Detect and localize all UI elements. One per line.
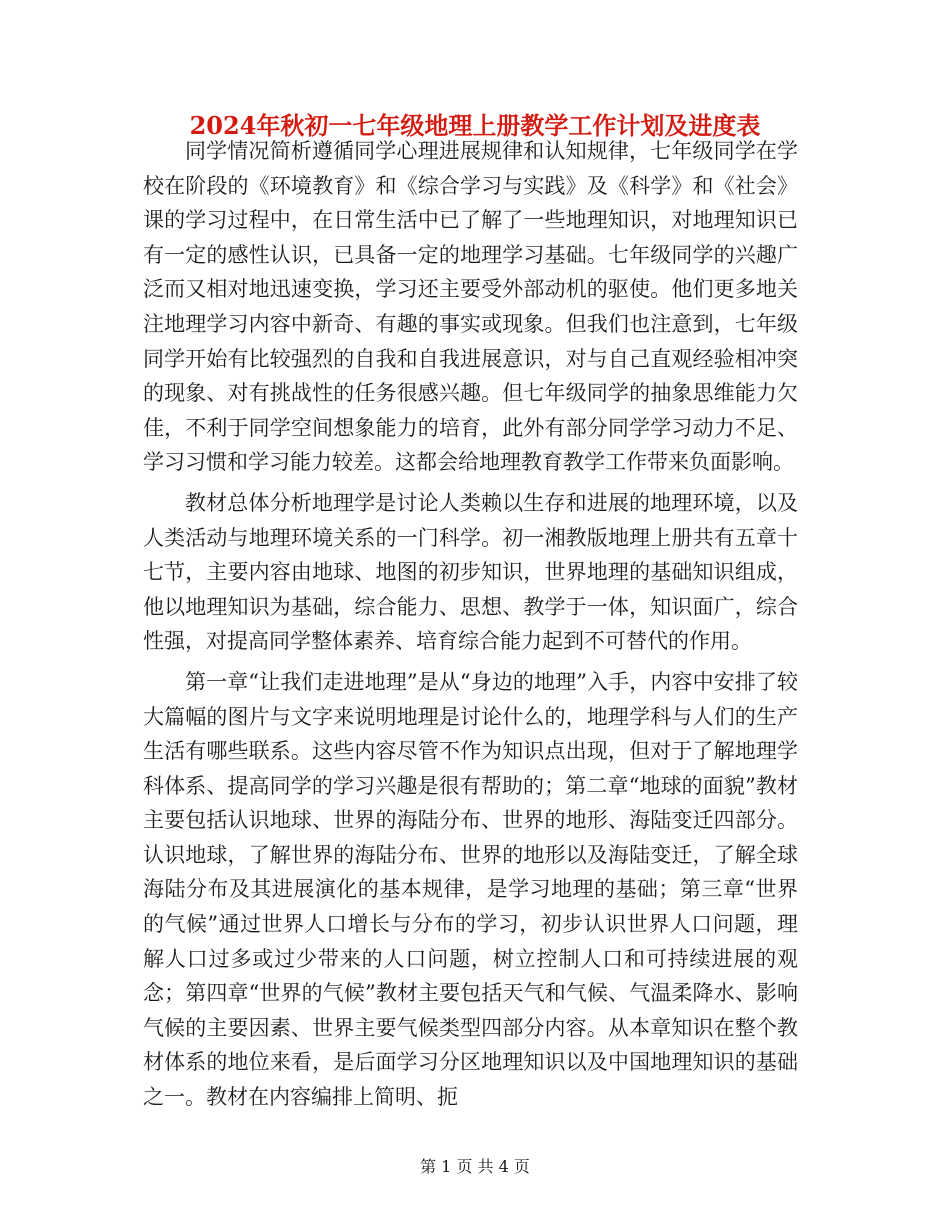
document-body bbox=[143, 134, 798, 1121]
paragraph-chapter-overview: 第一章“让我们走进地理”是从“身边的地理”入手，内容中安排了较大篇幅的图片与文字来说明地理是讨论什么的，地理学科与人们的生产生活有哪些联系。这些内容尽管不作为知识点出现，但对于了解地理学科体系、提高同学的学习兴趣是很有帮助的；第二章“地球的面貌”教材主要包括认识地球、世界的海陆分布、世界的地形、海陆变迁四部分。认识地球，了解世界的海陆分布、世界的地形以及海陆变迁，了解全球海陆分布及其进展演化的基本规律，是学习地理的基础；第三章“世界的气候”通过世界人口增长与分布的学习，初步认识世界人口问题，理解人口过多或过少带来的人口问题，树立控制人口和可持续进展的观念；第四章“世界的气候”教材主要包括天气和气候、气温柔降水、影响气候的主要因素、世界主要气候类型四部分内容。从本章知识在整个教材体系的地位来看，是后面学习分区地理知识以及中国地理知识的基础之一。教材在内容编排上简明、扼 bbox=[143, 669, 798, 1110]
page-number: 第 1 页 共 4 页 bbox=[420, 1157, 530, 1176]
paragraph-textbook-analysis: 教材总体分析地理学是讨论人类赖以生存和进展的地理环境，以及人类活动与地理环境关系的一门科学。初一湘教版地理上册共有五章十七节，主要内容由地球、地图的初步知识，世界地理的基础知识组成，他以地理知识为基础，综合能力、思想、教学于一体，知识面广，综合性强，对提高同学整体素养、培育综合能力起到不可替代的作用。 bbox=[143, 490, 798, 654]
paragraph-student-analysis: 同学情况简析遵循同学心理进展规律和认知规律，七年级同学在学校在阶段的《环境教育》和《综合学习与实践》及《科学》和《社会》课的学习过程中，在日常生活中已了解了一些地理知识，对地理知识已有一定的感性认识，已具备一定的地理学习基础。七年级同学的兴趣广泛而又相对地迅速变换，学习还主要受外部动机的驱使。他们更多地关注地理学习内容中新奇、有趣的事实或现象。但我们也注意到，七年级同学开始有比较强烈的自我和自我进展意识，对与自己直观经验相冲突的现象、对有挑战性的任务很感兴趣。但七年级同学的抽象思维能力欠佳，不利于同学空间想象能力的培育，此外有部分同学学习动力不足、学习习惯和学习能力较差。这都会给地理教育教学工作带来负面影响。 bbox=[143, 139, 798, 475]
document-title: 2024年秋初一七年级地理上册教学工作计划及进度表 bbox=[189, 111, 761, 140]
